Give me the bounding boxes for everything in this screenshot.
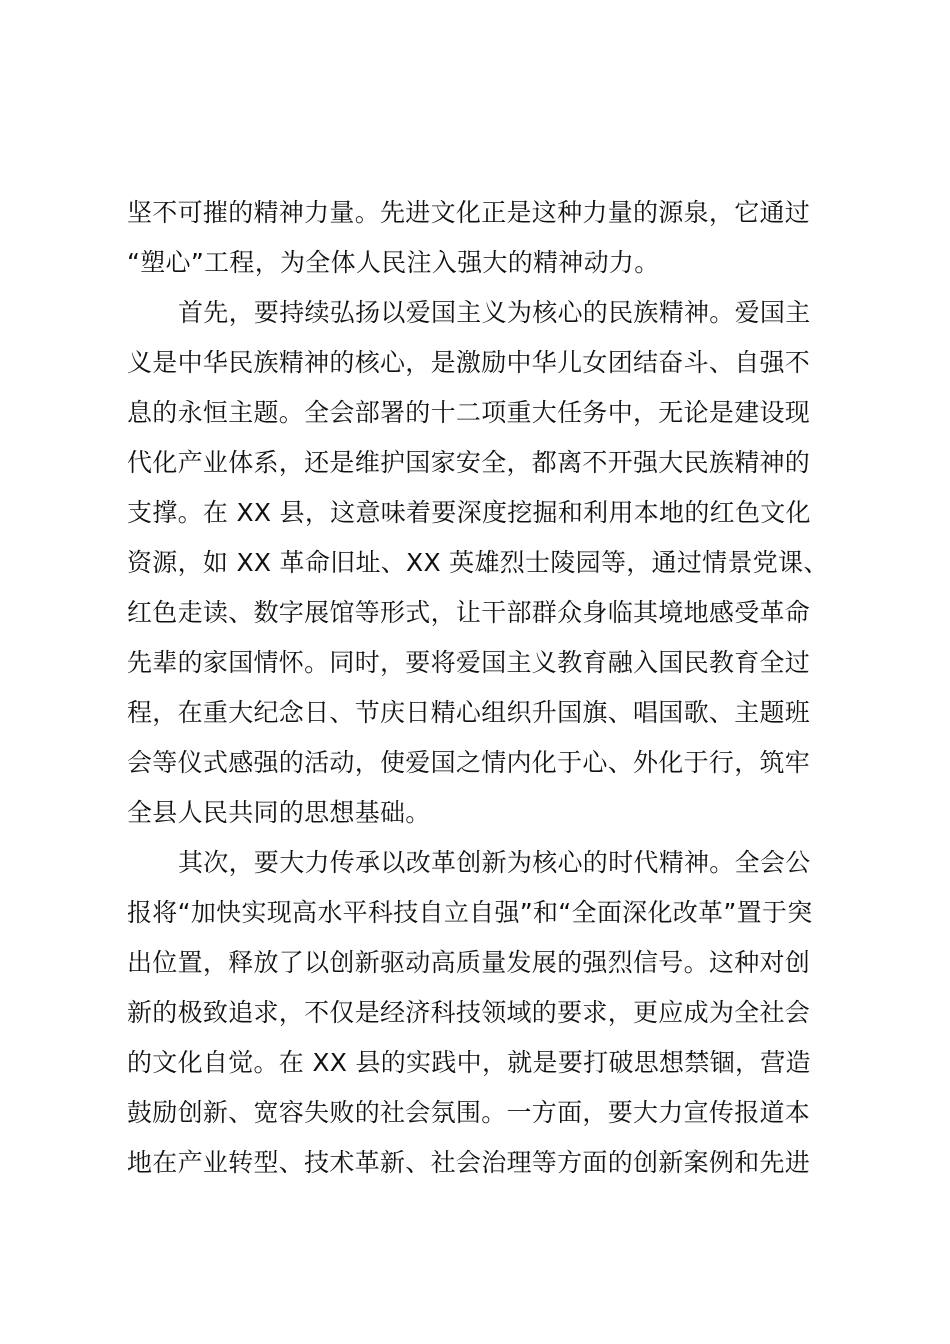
paragraph-start-line: 首先，要持续弘扬以爱国主义为核心的民族精神。爱国主 [178,298,811,327]
text-line: 的文化自觉。在 XX 县的实践中，就是要打破思想禁锢，营造 [127,1048,811,1077]
text-line: 资源，如 XX 革命旧址、XX 英雄烈士陵园等，通过情景党课、 [127,548,829,577]
text-line: 红色走读、数字展馆等形式，让干部群众身临其境地感受革命 [127,598,811,627]
text-line: 会等仪式感强的活动，使爱国之情内化于心、外化于行，筑牢 [127,748,811,777]
text-line: 代化产业体系，还是维护国家安全，都离不开强大民族精神的 [127,448,811,477]
text-line: 先辈的家国情怀。同时，要将爱国主义教育融入国民教育全过 [127,648,811,677]
text-line: 鼓励创新、宽容失败的社会氛围。一方面，要大力宣传报道本 [127,1098,811,1127]
text-line: 义是中华民族精神的核心，是激励中华儿女团结奋斗、自强不 [127,348,811,377]
text-line: “塑心”工程，为全体人民注入强大的精神动力。 [127,248,660,277]
text-line: 程，在重大纪念日、节庆日精心组织升国旗、唱国歌、主题班 [127,698,811,727]
text-line: 息的永恒主题。全会部署的十二项重大任务中，无论是建设现 [127,398,811,427]
text-line: 坚不可摧的精神力量。先进文化正是这种力量的源泉，它通过 [127,198,811,227]
text-line: 新的极致追求，不仅是经济科技领域的要求，更应成为全社会 [127,998,811,1027]
text-line: 报将“加快实现高水平科技自立自强”和“全面深化改革”置于突 [127,898,813,927]
text-line: 支撑。在 XX 县，这意味着要深度挖掘和利用本地的红色文化 [127,498,811,527]
text-line: 出位置，释放了以创新驱动高质量发展的强烈信号。这种对创 [127,948,811,977]
paragraph-start-line: 其次，要大力传承以改革创新为核心的时代精神。全会公 [178,848,811,877]
text-line: 全县人民共同的思想基础。 [127,798,431,827]
text-line: 地在产业转型、技术革新、社会治理等方面的创新案例和先进 [127,1148,811,1177]
